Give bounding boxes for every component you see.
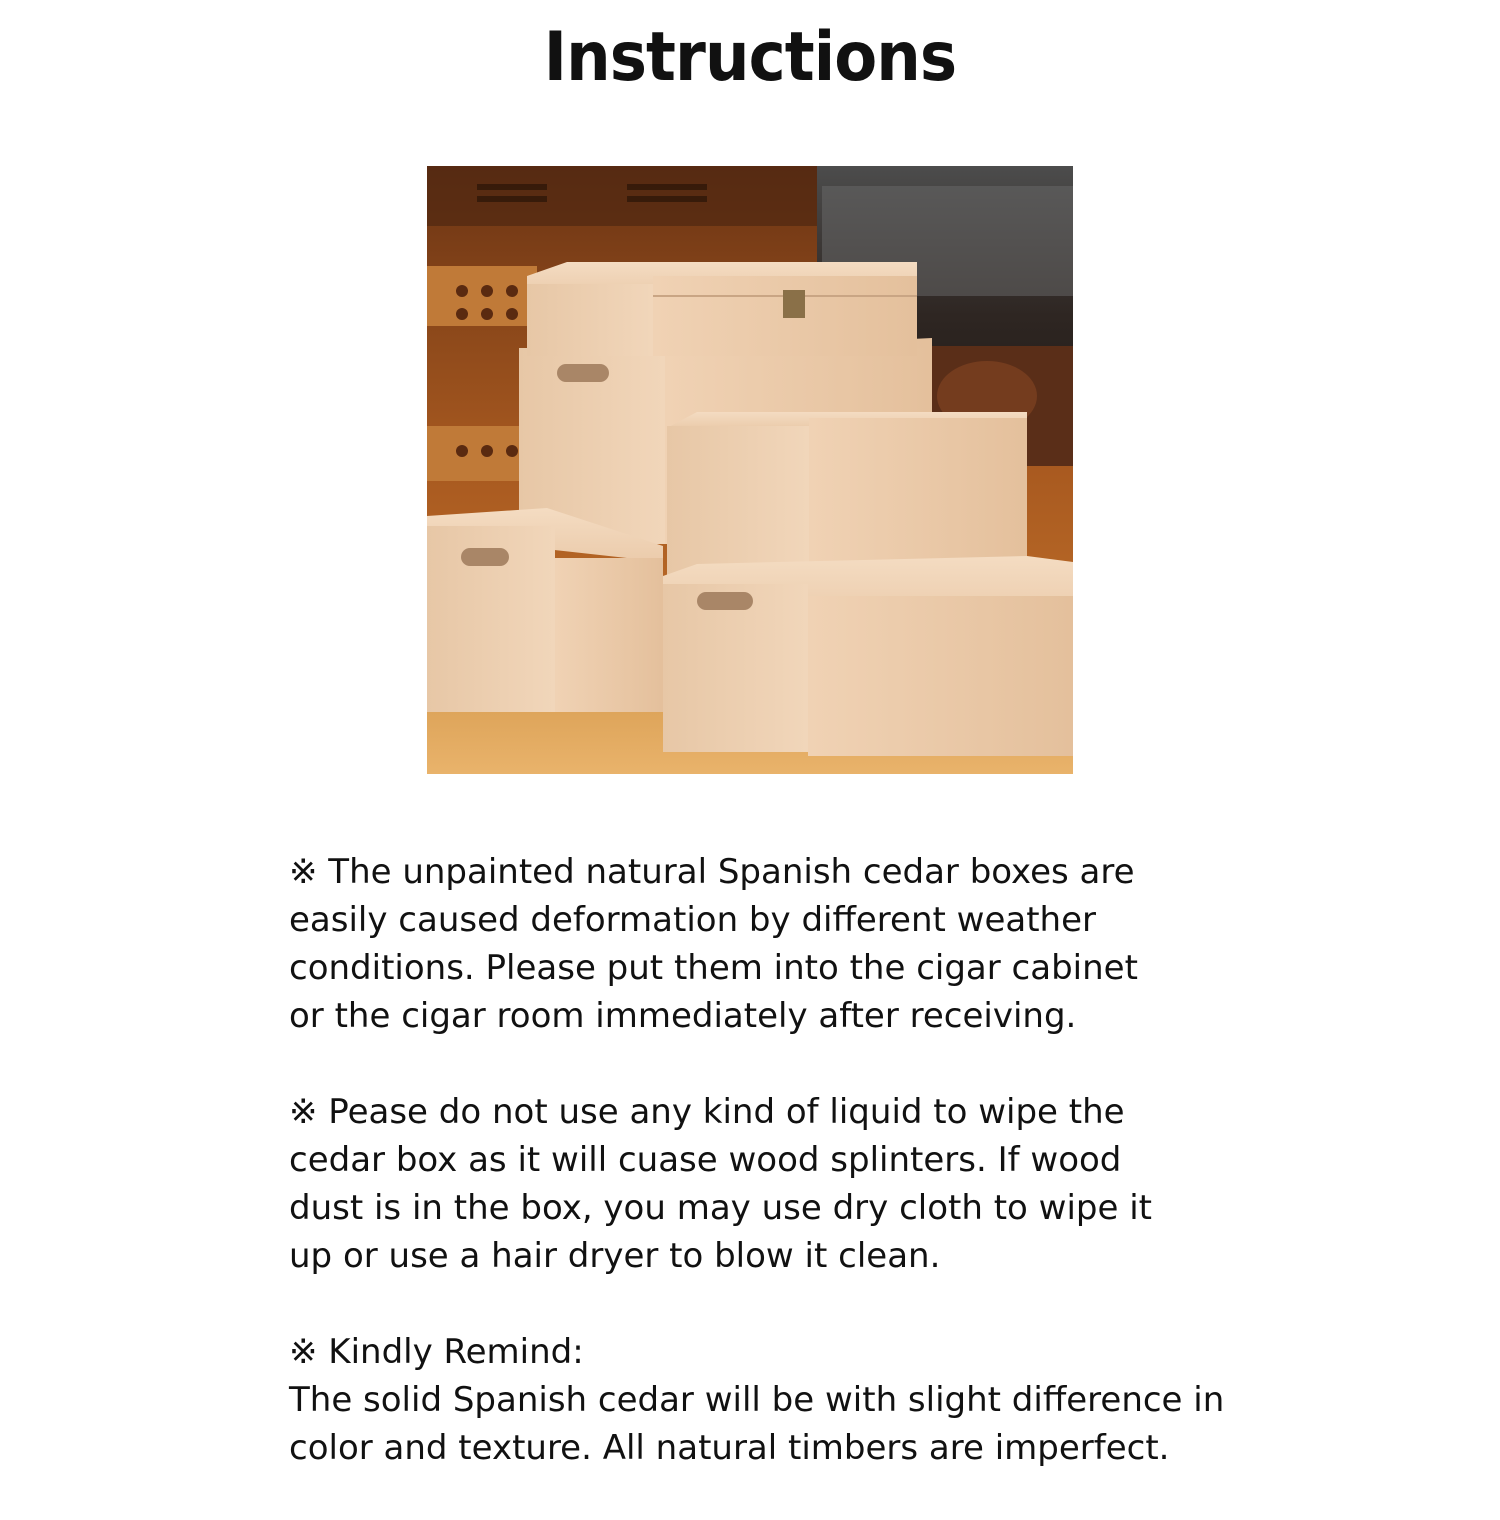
note-cleaning [289, 1088, 1179, 1280]
cedar-boxes-photo [427, 166, 1073, 774]
note-reminder-heading: ※ Kindly Remind: [289, 1332, 584, 1372]
note-cleaning-text: ※ Pease do not use any kind of liquid to wipe the cedar box as it will cuase wood splinters. If wood dust is in the box, you may use dry cloth to wipe it up or use a hair dryer to blow it clean. [289, 1092, 1152, 1276]
instructions-notes [289, 848, 1249, 1520]
note-storage [289, 848, 1169, 1040]
page-title: Instructions [543, 18, 957, 97]
note-reminder [289, 1328, 1229, 1472]
note-storage-text: ※ The unpainted natural Spanish cedar boxes are easily caused deformation by different weather conditions. Please put them into the cigar cabinet or the cigar room immediately after receiving. [289, 852, 1138, 1036]
note-reminder-text: The solid Spanish cedar will be with slight difference in color and texture. All natural timbers are imperfect. [289, 1380, 1225, 1468]
